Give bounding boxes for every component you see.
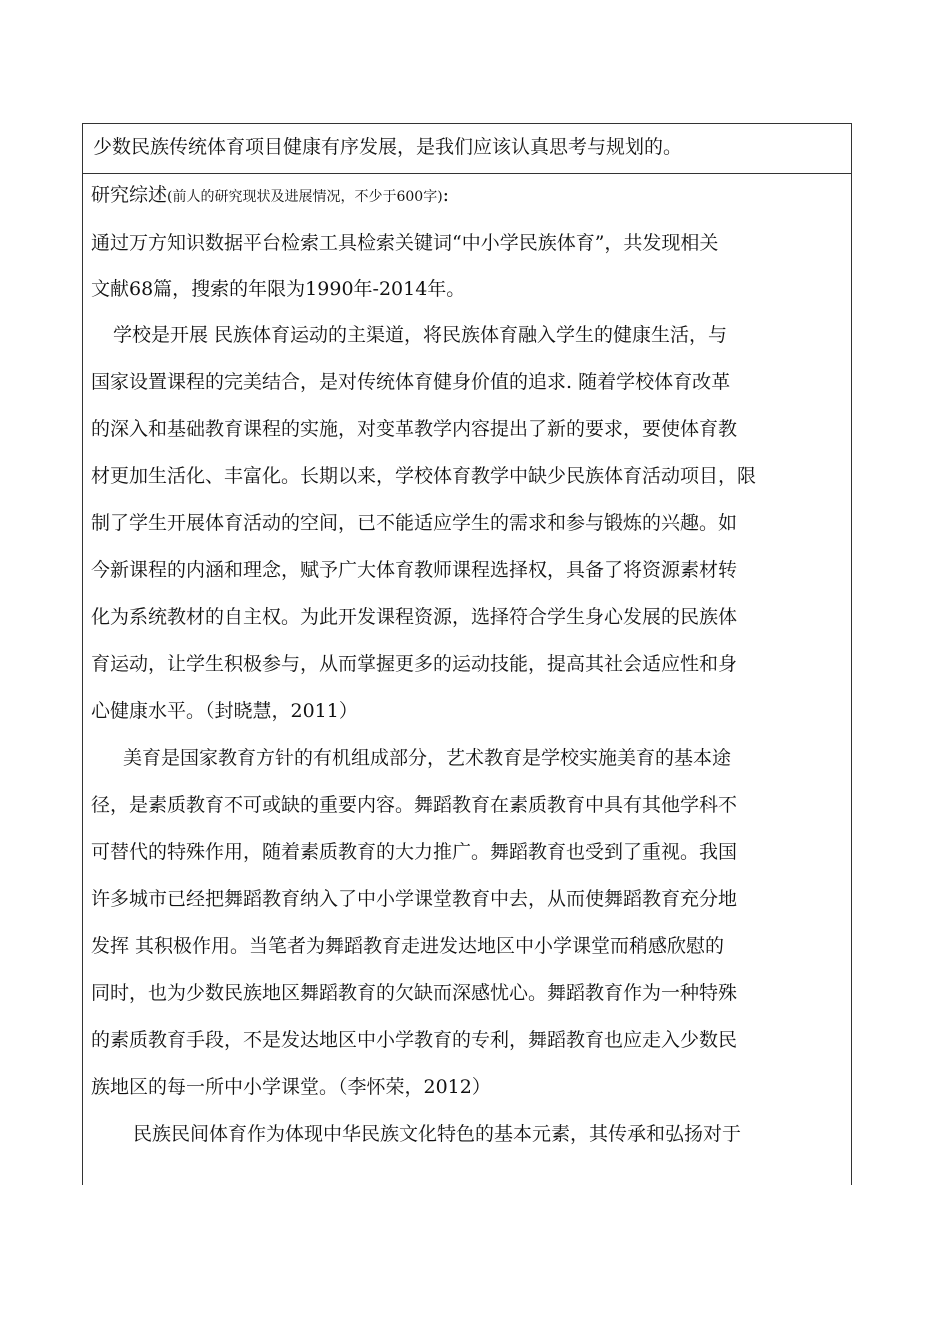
body-line: 国家设置课程的完美结合，是对传统体育健身价值的追求. 随着学校体育改革: [91, 371, 731, 393]
body-line: 制了学生开展体育活动的空间，已不能适应学生的需求和参与锻炼的兴趣。如: [91, 512, 738, 534]
body-line: 学校是开展 民族体育运动的主渠道，将民族体育融入学生的健康生活，与: [113, 324, 728, 346]
section-heading: [91, 182, 449, 210]
body-line: 径，是素质教育不可或缺的重要内容。舞蹈教育在素质教育中具有其他学科不: [91, 794, 738, 816]
body-line: 族地区的每一所中小学课堂。（李怀荣，2012）: [91, 1076, 491, 1098]
body-line: 发挥 其积极作用。当笔者为舞蹈教育走进发达地区中小学课堂而稍感欣慰的: [91, 935, 725, 957]
body-line: 通过万方知识数据平台检索工具检索关键词“中小学民族体育”，共发现相关: [91, 232, 719, 254]
previous-section-text: 少数民族传统体育项目健康有序发展，是我们应该认真思考与规划的。: [93, 136, 683, 158]
body-line: 育运动，让学生积极参与，从而掌握更多的运动技能，提高其社会适应性和身: [91, 653, 738, 675]
body-line: 材更加生活化、丰富化。长期以来，学校体育教学中缺少民族体育活动项目，限: [91, 465, 757, 487]
section-heading-main: 研究综述: [91, 184, 168, 206]
body-line: 民族民间体育作为体现中华民族文化特色的基本元素，其传承和弘扬对于: [133, 1123, 742, 1145]
body-line: 许多城市已经把舞蹈教育纳入了中小学课堂教育中去，从而使舞蹈教育充分地: [91, 888, 738, 910]
body-line: 文献68篇，搜索的年限为1990年-2014年。: [91, 278, 466, 300]
body-line: 美育是国家教育方针的有机组成部分，艺术教育是学校实施美育的基本途: [123, 747, 732, 769]
body-line: 的素质教育手段，不是发达地区中小学教育的专利，舞蹈教育也应走入少数民: [91, 1029, 738, 1051]
body-line: 可替代的特殊作用，随着素质教育的大力推广。舞蹈教育也受到了重视。我国: [91, 841, 738, 863]
proposal-table: [82, 123, 852, 1185]
section-heading-note: (前人的研究现状及进展情况，不少于600字): [167, 189, 443, 205]
body-line: 化为系统教材的自主权。为此开发课程资源，选择符合学生身心发展的民族体: [91, 606, 738, 628]
body-line: 心健康水平。（封晓慧，2011）: [91, 700, 358, 722]
section-heading-colon: :: [442, 184, 450, 206]
body-line: 同时，也为少数民族地区舞蹈教育的欠缺而深感忧心。舞蹈教育作为一种特殊: [91, 982, 738, 1004]
body-line: 的深入和基础教育课程的实施，对变革教学内容提出了新的要求，要使体育教: [91, 418, 738, 440]
body-line: 今新课程的内涵和理念，赋予广大体育教师课程选择权，具备了将资源素材转: [91, 559, 738, 581]
previous-section-cell: [83, 124, 851, 174]
